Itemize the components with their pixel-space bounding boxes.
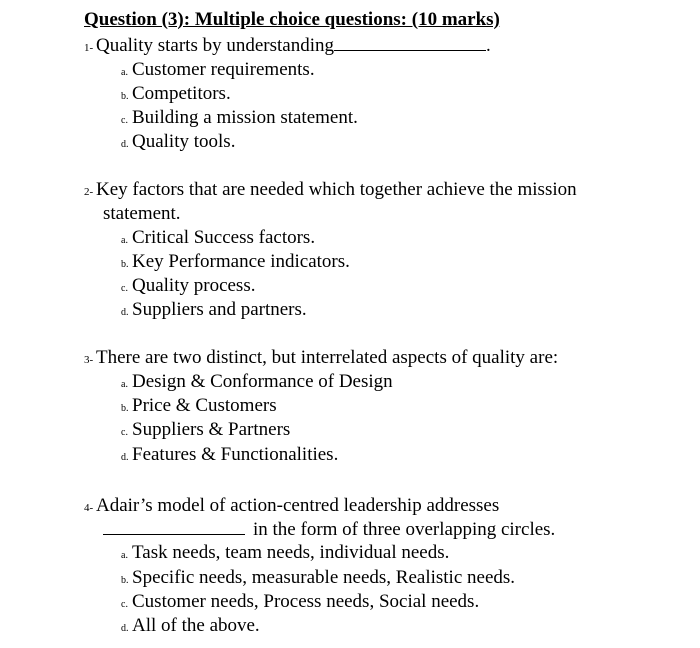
option-3b	[121, 394, 277, 421]
option-2d	[121, 298, 307, 325]
option-text: Suppliers and partners.	[132, 299, 307, 320]
option-letter: a.	[121, 550, 128, 561]
option-letter: c.	[121, 115, 128, 126]
option-4a	[121, 541, 449, 568]
question-number: 4-	[84, 502, 94, 514]
option-3a	[121, 370, 393, 397]
option-letter: b.	[121, 259, 129, 270]
question-number: 1-	[84, 42, 94, 54]
option-1d	[121, 130, 235, 157]
question-4-continuation-line	[103, 518, 555, 542]
option-2c	[121, 274, 255, 301]
option-3c	[121, 418, 290, 445]
option-text: Customer needs, Process needs, Social needs.	[132, 591, 480, 612]
option-letter: c.	[121, 599, 128, 610]
answer-blank	[334, 34, 486, 51]
question-text-end: .	[486, 35, 491, 56]
option-text: Price & Customers	[132, 395, 277, 416]
question-number: 2-	[84, 186, 94, 198]
option-letter: d.	[121, 307, 129, 318]
option-letter: d.	[121, 139, 129, 150]
option-2b	[121, 250, 350, 277]
option-1b	[121, 82, 231, 109]
question-text: Adair’s model of action-centred leadership addresses	[96, 495, 500, 516]
option-letter: b.	[121, 403, 129, 414]
option-letter: d.	[121, 452, 129, 463]
option-letter: a.	[121, 379, 128, 390]
option-letter: c.	[121, 427, 128, 438]
option-1a	[121, 58, 315, 85]
option-2a	[121, 226, 315, 253]
option-text: Quality process.	[132, 275, 256, 296]
option-text: Suppliers & Partners	[132, 419, 291, 440]
option-1c	[121, 106, 358, 133]
option-text: All of the above.	[132, 615, 260, 636]
option-text: Competitors.	[132, 83, 231, 104]
question-2-continuation: statement.	[103, 203, 181, 224]
question-number: 3-	[84, 354, 94, 366]
option-3d	[121, 443, 338, 470]
option-text: Building a mission statement.	[132, 107, 358, 128]
option-4d	[121, 614, 260, 641]
option-text: Key Performance indicators.	[132, 251, 350, 272]
section-heading: Question (3): Multiple choice questions: (10 marks)	[84, 9, 500, 30]
option-letter: a.	[121, 235, 128, 246]
question-continuation-text: in the form of three overlapping circles.	[253, 519, 556, 540]
option-text: Task needs, team needs, individual needs.	[132, 542, 450, 563]
option-letter: d.	[121, 623, 129, 634]
question-text: Quality starts by understanding	[96, 35, 334, 56]
question-text: Key factors that are needed which together achieve the mission	[96, 179, 577, 200]
option-4c	[121, 590, 479, 617]
option-4b	[121, 566, 515, 593]
question-2	[84, 178, 577, 204]
option-text: Specific needs, measurable needs, Realistic needs.	[132, 567, 516, 588]
option-text: Critical Success factors.	[132, 227, 316, 248]
option-text: Quality tools.	[132, 131, 236, 152]
option-letter: b.	[121, 91, 129, 102]
option-text: Customer requirements.	[132, 59, 315, 80]
option-letter: c.	[121, 283, 128, 294]
option-letter: b.	[121, 575, 129, 586]
question-text: There are two distinct, but interrelated aspects of quality are:	[96, 347, 559, 368]
option-letter: a.	[121, 67, 128, 78]
question-3	[84, 346, 558, 372]
answer-blank	[103, 518, 245, 535]
question-4	[84, 494, 499, 520]
option-text: Features & Functionalities.	[132, 444, 339, 465]
option-text: Design & Conformance of Design	[132, 371, 393, 392]
question-1	[84, 34, 491, 60]
